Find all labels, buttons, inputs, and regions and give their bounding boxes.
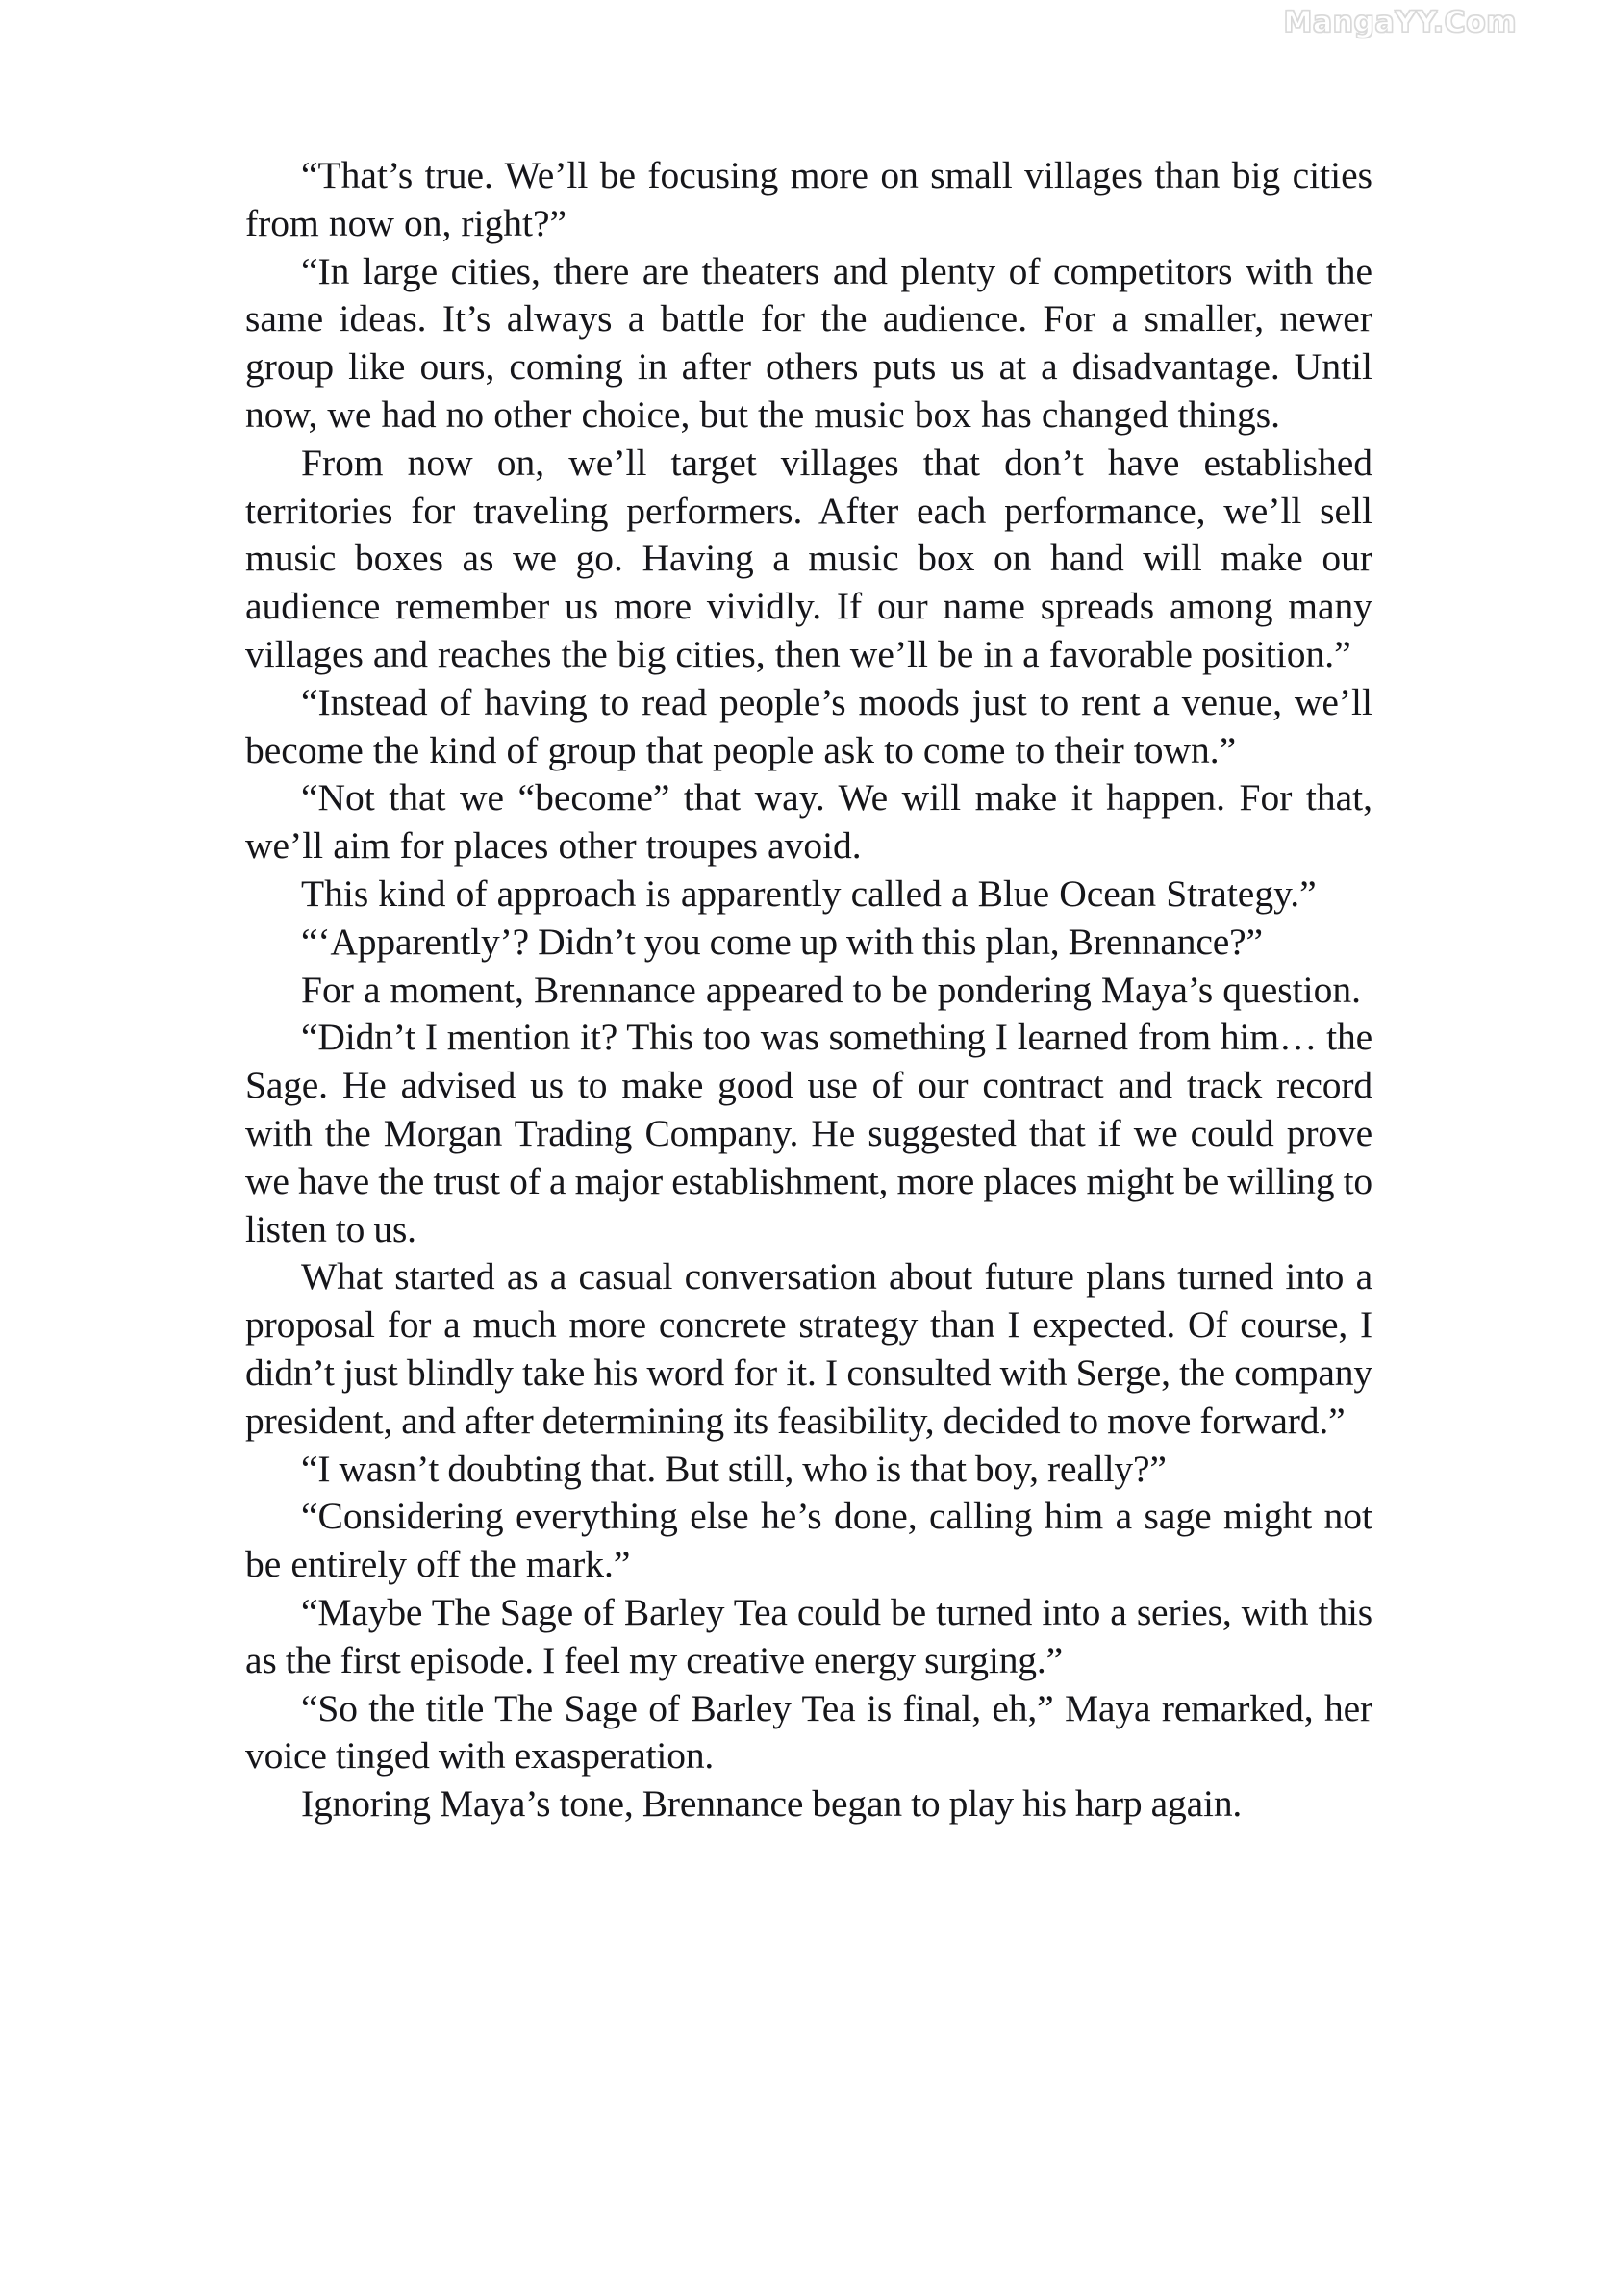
paragraph: This kind of approach is apparently called a Blue Ocean Strategy.” [301,871,1317,915]
site-watermark: MangaYY.Com [1283,6,1517,39]
paragraph: Ignoring Maya’s tone, Brennance began to play his harp again. [301,1782,1243,1826]
paragraph: From now on, we’ll target villages that don’t have established territories for traveling performers. After each performance, we’ll sell music boxes as we go. Having a music box on hand will make our audience remember us more vividly. If our name spreads among many villages and reaches the big cities, then we’ll be in a favorable position.” [245,441,1372,675]
paragraph: “Not that we “become” that way. We will make it happen. For that, we’ll aim for places other troupes avoid. [245,776,1372,868]
paragraph: “Maybe The Sage of Barley Tea could be turned into a series, with this as the first episode. I feel my creative energy surging.” [245,1590,1372,1681]
paragraph: “‘Apparently’? Didn’t you come up with this plan, Brennance?” [301,920,1263,963]
paragraph: “Didn’t I mention it? This too was something I learned from him… the Sage. He advised us to make good use of our contract and track record with the Morgan Trading Company. He suggested that if we could prove we have the trust of a major establishment, more places might be willing to listen to us. [245,1016,1372,1250]
paragraph: “I wasn’t doubting that. But still, who is that boy, really?” [301,1447,1167,1490]
paragraph: “Considering everything else he’s done, calling him a sage might not be entirely off the mark.” [245,1495,1372,1586]
paragraph: “So the title The Sage of Barley Tea is final, eh,” Maya remarked, her voice tinged with exasperation. [245,1686,1372,1778]
page-text-body [245,152,1372,1829]
paragraph: For a moment, Brennance appeared to be pondering Maya’s question. [301,968,1361,1011]
paragraph: “Instead of having to read people’s moods just to rent a venue, we’ll become the kind of group that people ask to come to their town.” [245,680,1372,771]
paragraph: “That’s true. We’ll be focusing more on small villages than big cities from now on, right?” [245,154,1372,244]
paragraph: What started as a casual conversation about future plans turned into a proposal for a much more concrete strategy than I expected. Of course, I didn’t just blindly take his word for it. I consulted with Serge, the company president, and after determining its feasibility, decided to move forward.” [245,1255,1372,1442]
paragraph: “In large cities, there are theaters and plenty of competitors with the same ideas. It’s always a battle for the audience. For a smaller, newer group like ours, coming in after others puts us at a disadvantage. Until now, we had no other choice, but the music box has changed things. [245,249,1372,436]
